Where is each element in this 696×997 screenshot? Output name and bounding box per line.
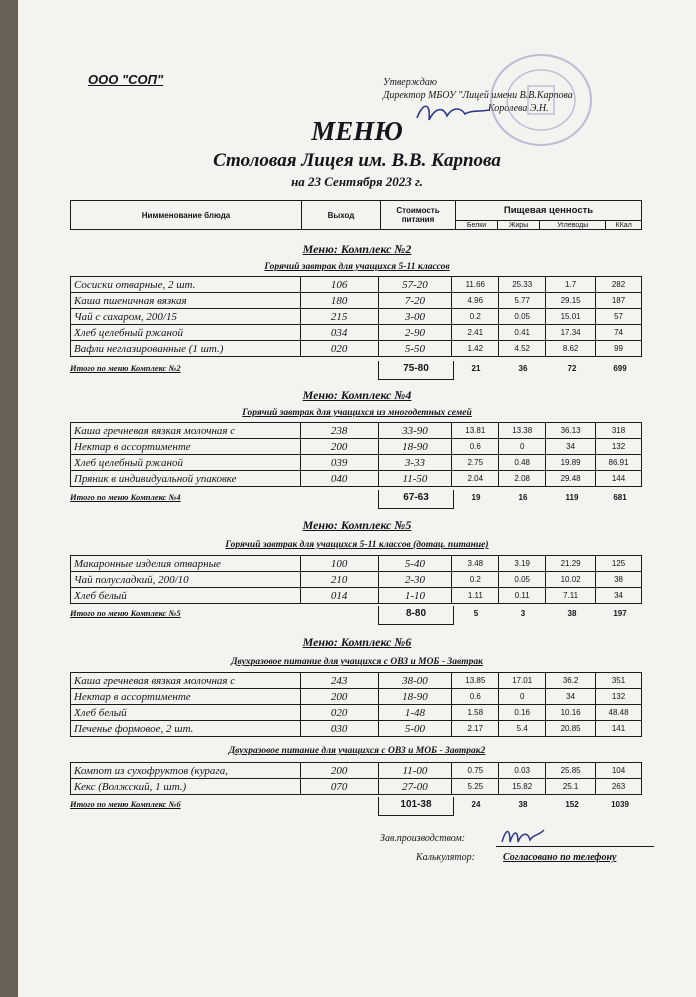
dish-name: Нектар в ассортименте <box>71 689 301 705</box>
calculator-label: Калькулятор: <box>416 852 475 863</box>
total-fats: 3 <box>520 609 526 618</box>
dish-kcal: 263 <box>596 779 642 795</box>
dish-carbs: 15.01 <box>546 309 596 325</box>
group-title: Двухразовое питание для учащихся с ОВЗ и МОБ - Завтрак2 <box>228 746 486 756</box>
dish-price: 11-00 <box>378 763 452 779</box>
dish-carbs: 19.89 <box>546 455 596 471</box>
total-kcal: 197 <box>613 609 627 618</box>
dish-fats: 4.52 <box>499 341 546 357</box>
total-fats: 16 <box>518 493 528 502</box>
dish-carbs: 17.34 <box>546 325 596 341</box>
dish-output: 200 <box>300 439 378 455</box>
total-row <box>70 606 642 626</box>
table-row <box>71 325 642 341</box>
organization-name: ООО "СОП" <box>88 72 164 87</box>
dish-kcal: 351 <box>596 673 642 689</box>
dish-proteins: 0.2 <box>452 572 499 588</box>
dish-name: Компот из сухофруктов (курага, <box>71 763 301 779</box>
dish-fats: 2.08 <box>499 471 546 487</box>
table-row <box>71 763 642 779</box>
dish-kcal: 144 <box>596 471 642 487</box>
dish-price: 11-50 <box>378 471 452 487</box>
table-row <box>71 705 642 721</box>
group-title: Горячий завтрак для учащихся 5-11 классов (дотац. питание) <box>225 540 489 550</box>
total-carbs: 72 <box>567 364 577 373</box>
dish-name: Печенье формовое, 2 шт. <box>71 721 301 737</box>
section-title: Меню: Комплекс №4 <box>302 388 412 402</box>
header-fats: Жиры <box>498 221 540 230</box>
total-carbs: 152 <box>565 800 579 809</box>
dish-carbs: 8.62 <box>546 341 596 357</box>
total-price: 8-80 <box>378 606 454 625</box>
dish-kcal: 125 <box>596 556 642 572</box>
dish-proteins: 2.17 <box>452 721 499 737</box>
total-label: Итого по меню Комплекс №5 <box>70 608 181 618</box>
dish-price: 5-00 <box>378 721 452 737</box>
dish-price: 57-20 <box>378 277 452 293</box>
table-row <box>71 556 642 572</box>
dish-output: 040 <box>300 471 378 487</box>
dish-kcal: 74 <box>596 325 642 341</box>
dish-output: 200 <box>300 763 378 779</box>
dish-fats: 13.38 <box>499 423 546 439</box>
production-manager-signature <box>498 822 548 848</box>
dish-carbs: 29.15 <box>546 293 596 309</box>
table-row <box>71 471 642 487</box>
dish-price: 1-10 <box>378 588 452 604</box>
dish-name: Сосиски отварные, 2 шт. <box>71 277 301 293</box>
dish-fats: 0 <box>499 689 546 705</box>
dish-price: 1-48 <box>378 705 452 721</box>
dish-fats: 15.82 <box>499 779 546 795</box>
section-title: Меню: Комплекс №5 <box>302 518 412 532</box>
table-row <box>71 293 642 309</box>
total-carbs: 38 <box>567 609 577 618</box>
menu-date: на 23 Сентября 2023 г. <box>291 174 423 189</box>
dish-output: 020 <box>300 705 378 721</box>
dish-kcal: 318 <box>596 423 642 439</box>
approval-line-2: Директор МБОУ "Лицей имени В.В.Карпова <box>383 90 573 101</box>
dish-fats: 0.05 <box>499 572 546 588</box>
dish-price: 2-30 <box>378 572 452 588</box>
table-row <box>71 277 642 293</box>
dish-output: 034 <box>300 325 378 341</box>
dish-proteins: 0.2 <box>452 309 499 325</box>
table-row <box>71 588 642 604</box>
dish-name: Каша гречневая вязкая молочная с <box>71 423 301 439</box>
dish-proteins: 3.48 <box>452 556 499 572</box>
total-fats: 36 <box>518 364 528 373</box>
dish-output: 039 <box>300 455 378 471</box>
dish-fats: 0.16 <box>499 705 546 721</box>
dish-output: 030 <box>300 721 378 737</box>
dish-price: 3-00 <box>378 309 452 325</box>
dish-output: 020 <box>300 341 378 357</box>
header-dish-name: Нимменование блюда <box>71 201 302 230</box>
header-kcal: ККал <box>606 221 642 230</box>
total-row <box>70 797 642 817</box>
dish-proteins: 13.81 <box>452 423 499 439</box>
dish-proteins: 0.6 <box>452 689 499 705</box>
dish-price: 5-50 <box>378 341 452 357</box>
dish-kcal: 104 <box>596 763 642 779</box>
menu-table-complex-6-breakfast2 <box>70 762 642 795</box>
menu-table-complex-4 <box>70 422 642 487</box>
dish-proteins: 1.58 <box>452 705 499 721</box>
header-output: Выход <box>302 201 381 230</box>
dish-name: Хлеб белый <box>71 588 301 604</box>
total-row <box>70 361 642 381</box>
table-row <box>71 439 642 455</box>
dish-output: 106 <box>300 277 378 293</box>
header-proteins: Белки <box>456 221 498 230</box>
dish-fats: 0.41 <box>499 325 546 341</box>
total-label: Итого по меню Комплекс №4 <box>70 492 181 502</box>
menu-table-complex-5 <box>70 555 642 604</box>
group-title: Двухразовое питание для учащихся с ОВЗ и МОБ - Завтрак <box>231 657 483 667</box>
dish-output: 238 <box>300 423 378 439</box>
dish-proteins: 0.6 <box>452 439 499 455</box>
dish-fats: 0.11 <box>499 588 546 604</box>
page-title: МЕНЮ <box>311 116 403 146</box>
total-price: 67-63 <box>378 490 454 509</box>
total-label: Итого по меню Комплекс №6 <box>70 799 181 809</box>
dish-proteins: 11.66 <box>452 277 499 293</box>
total-fats: 38 <box>518 800 528 809</box>
dish-carbs: 34 <box>546 439 596 455</box>
group-title: Горячий завтрак для учащихся 5-11 классов <box>264 262 450 272</box>
canteen-subtitle: Столовая Лицея им. В.В. Карпова <box>213 150 501 171</box>
header-nutrition: Пищевая ценность <box>456 201 642 221</box>
dish-carbs: 7.11 <box>546 588 596 604</box>
dish-fats: 0.03 <box>499 763 546 779</box>
dish-price: 7-20 <box>378 293 452 309</box>
dish-name: Хлеб целебный ржаной <box>71 455 301 471</box>
dish-name: Пряник в индивидуальной упаковке <box>71 471 301 487</box>
dish-kcal: 99 <box>596 341 642 357</box>
total-kcal: 1039 <box>611 800 629 809</box>
dish-name: Каша гречневая вязкая молочная с <box>71 673 301 689</box>
menu-document <box>18 0 696 997</box>
total-proteins: 5 <box>473 609 479 618</box>
dish-fats: 3.19 <box>499 556 546 572</box>
total-proteins: 19 <box>471 493 481 502</box>
approval-line-3: Королева Э.Н. <box>488 103 549 114</box>
dish-name: Каша пшеничная вязкая <box>71 293 301 309</box>
dish-proteins: 1.11 <box>452 588 499 604</box>
dish-proteins: 5.25 <box>452 779 499 795</box>
dish-price: 2-90 <box>378 325 452 341</box>
dish-output: 014 <box>300 588 378 604</box>
dish-kcal: 141 <box>596 721 642 737</box>
dish-output: 070 <box>300 779 378 795</box>
dish-price: 18-90 <box>378 439 452 455</box>
dish-carbs: 10.02 <box>546 572 596 588</box>
total-kcal: 681 <box>613 493 627 502</box>
total-label: Итого по меню Комплекс №2 <box>70 363 181 373</box>
dish-proteins: 2.75 <box>452 455 499 471</box>
dish-fats: 25.33 <box>499 277 546 293</box>
dish-kcal: 38 <box>596 572 642 588</box>
dish-proteins: 2.41 <box>452 325 499 341</box>
dish-output: 200 <box>300 689 378 705</box>
dish-proteins: 13.85 <box>452 673 499 689</box>
table-row <box>71 341 642 357</box>
calculator-value: Согласовано по телефону <box>503 852 617 863</box>
dish-output: 243 <box>300 673 378 689</box>
menu-table-complex-2 <box>70 276 642 357</box>
dish-carbs: 1.7 <box>546 277 596 293</box>
dish-name: Вафли неглазированные (1 шт.) <box>71 341 301 357</box>
dish-name: Макаронные изделия отварные <box>71 556 301 572</box>
dish-fats: 0.48 <box>499 455 546 471</box>
dish-output: 215 <box>300 309 378 325</box>
dish-price: 33-90 <box>378 423 452 439</box>
dish-name: Чай с сахаром, 200/15 <box>71 309 301 325</box>
dish-kcal: 86.91 <box>596 455 642 471</box>
dish-name: Хлеб белый <box>71 705 301 721</box>
total-row <box>70 490 642 510</box>
dish-output: 210 <box>300 572 378 588</box>
dish-carbs: 29.48 <box>546 471 596 487</box>
dish-carbs: 34 <box>546 689 596 705</box>
dish-name: Кекс (Волжский, 1 шт.) <box>71 779 301 795</box>
table-row <box>71 673 642 689</box>
dish-kcal: 34 <box>596 588 642 604</box>
production-manager-label: Зав.производством: <box>380 833 466 844</box>
dish-fats: 17.01 <box>499 673 546 689</box>
dish-kcal: 132 <box>596 439 642 455</box>
section-title: Меню: Комплекс №2 <box>302 242 412 256</box>
table-row <box>71 572 642 588</box>
dish-proteins: 2.04 <box>452 471 499 487</box>
table-row <box>71 721 642 737</box>
dish-carbs: 25.85 <box>546 763 596 779</box>
dish-fats: 0 <box>499 439 546 455</box>
total-price: 101-38 <box>378 797 454 816</box>
dish-price: 18-90 <box>378 689 452 705</box>
table-row <box>71 779 642 795</box>
dish-fats: 5.4 <box>499 721 546 737</box>
dish-carbs: 20.85 <box>546 721 596 737</box>
dish-carbs: 10.16 <box>546 705 596 721</box>
dish-price: 5-40 <box>378 556 452 572</box>
dish-proteins: 1.42 <box>452 341 499 357</box>
dish-output: 100 <box>300 556 378 572</box>
dish-carbs: 36.2 <box>546 673 596 689</box>
dish-kcal: 57 <box>596 309 642 325</box>
dish-kcal: 282 <box>596 277 642 293</box>
menu-header-table <box>70 200 642 230</box>
table-row <box>71 455 642 471</box>
dish-name: Хлеб целебный ржаной <box>71 325 301 341</box>
total-proteins: 24 <box>471 800 481 809</box>
group-title: Горячий завтрак для учащихся из многодетных семей <box>242 408 472 418</box>
section-title: Меню: Комплекс №6 <box>302 635 412 649</box>
table-row <box>71 309 642 325</box>
header-carbs: Углеводы <box>540 221 606 230</box>
header-cost: Стоимость питания <box>381 201 456 230</box>
dish-carbs: 36.13 <box>546 423 596 439</box>
total-carbs: 119 <box>565 493 579 502</box>
dish-name: Нектар в ассортименте <box>71 439 301 455</box>
dish-fats: 5.77 <box>499 293 546 309</box>
dish-price: 38-00 <box>378 673 452 689</box>
total-kcal: 699 <box>613 364 627 373</box>
menu-table-complex-6-breakfast <box>70 672 642 737</box>
dish-proteins: 0.75 <box>452 763 499 779</box>
dish-price: 3-33 <box>378 455 452 471</box>
table-row <box>71 689 642 705</box>
dish-name: Чай полусладкий, 200/10 <box>71 572 301 588</box>
dish-fats: 0.05 <box>499 309 546 325</box>
dish-proteins: 4.96 <box>452 293 499 309</box>
dish-kcal: 187 <box>596 293 642 309</box>
approval-line-1: Утверждаю <box>383 77 437 88</box>
dish-carbs: 25.1 <box>546 779 596 795</box>
dish-kcal: 132 <box>596 689 642 705</box>
table-row <box>71 423 642 439</box>
dish-kcal: 48.48 <box>596 705 642 721</box>
dish-price: 27-00 <box>378 779 452 795</box>
total-price: 75-80 <box>378 361 454 380</box>
total-proteins: 21 <box>471 364 481 373</box>
dish-carbs: 21.29 <box>546 556 596 572</box>
dish-output: 180 <box>300 293 378 309</box>
